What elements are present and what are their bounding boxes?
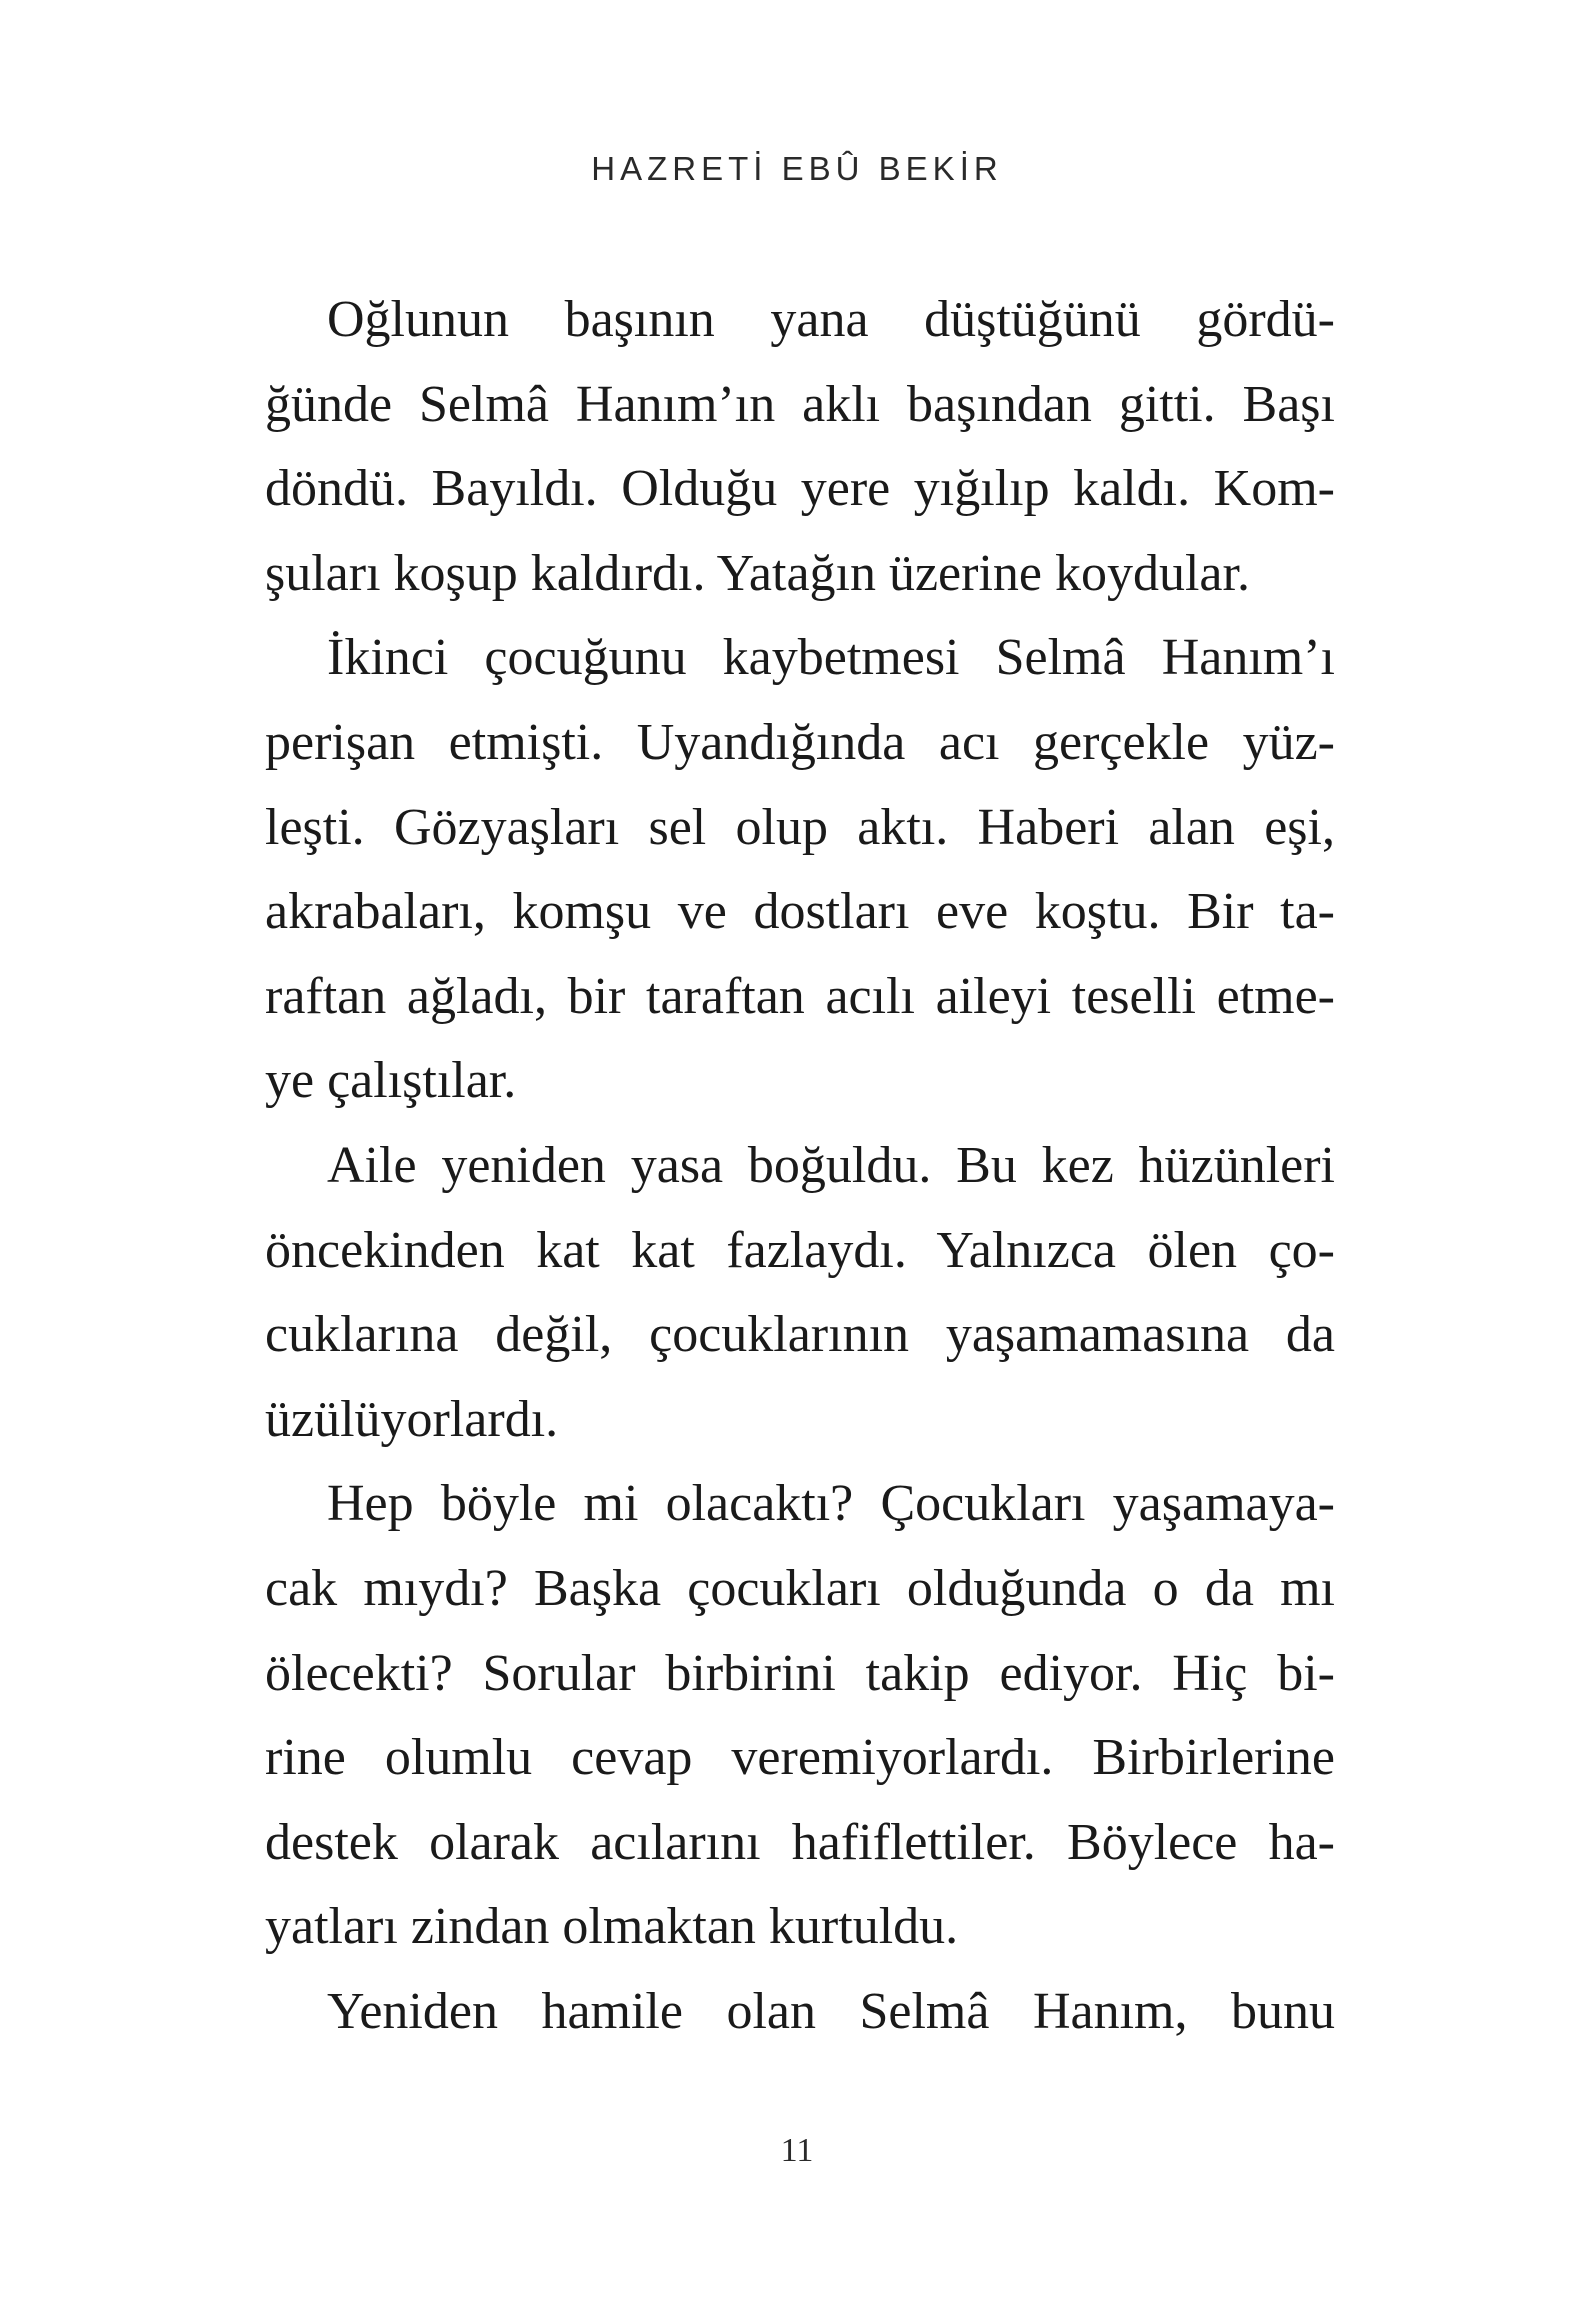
text-line: cak mıydı? Başka çocukları olduğunda o da mı [265, 1559, 1335, 1617]
text-line: şuları koşup kaldırdı. Yatağın üzerine koydular. [265, 544, 1250, 602]
text-line: ğünde Selmâ Hanım’ın aklı başından gitti. Başı [265, 375, 1335, 433]
text-line: Aile yeniden yasa boğuldu. Bu kez hüzünleri [327, 1136, 1335, 1194]
text-line: yatları zindan olmaktan kurtuldu. [265, 1898, 959, 1956]
text-line: destek olarak acılarını hafiflettiler. Böylece ha- [265, 1813, 1335, 1871]
text-line: akrabaları, komşu ve dostları eve koştu. Bir ta- [265, 883, 1335, 941]
text-line: leşti. Gözyaşları sel olup aktı. Haberi alan eşi, [265, 798, 1335, 856]
body-text [265, 278, 1335, 2054]
running-header: HAZRETİ EBÛ BEKİR [591, 150, 1003, 187]
text-line: rine olumlu cevap veremiyorlardı. Birbirlerine [265, 1729, 1335, 1787]
text-line: Yeniden hamile olan Selmâ Hanım, bunu [327, 1982, 1335, 2040]
text-line: Oğlunun başının yana düştüğünü gördü- [327, 291, 1335, 348]
text-line: Hep böyle mi olacaktı? Çocukları yaşamaya- [327, 1475, 1335, 1533]
text-line: perişan etmişti. Uyandığında acı gerçekle yüz- [265, 713, 1335, 771]
text-line: ye çalıştılar. [265, 1052, 517, 1110]
page-number: 11 [780, 2132, 814, 2169]
text-line: üzülüyorlardı. [265, 1390, 559, 1448]
text-line: cuklarına değil, çocuklarının yaşamamasına da [265, 1306, 1335, 1364]
text-line: raftan ağladı, bir taraftan acılı aileyi teselli etme- [265, 967, 1335, 1025]
text-line: İkinci çocuğunu kaybetmesi Selmâ Hanım’ı [327, 629, 1335, 687]
text-line: döndü. Bayıldı. Olduğu yere yığılıp kaldı. Kom- [265, 460, 1335, 518]
text-line: ölecekti? Sorular birbirini takip ediyor. Hiç bi- [265, 1644, 1335, 1702]
text-line: öncekinden kat kat fazlaydı. Yalnızca ölen ço- [265, 1221, 1335, 1279]
